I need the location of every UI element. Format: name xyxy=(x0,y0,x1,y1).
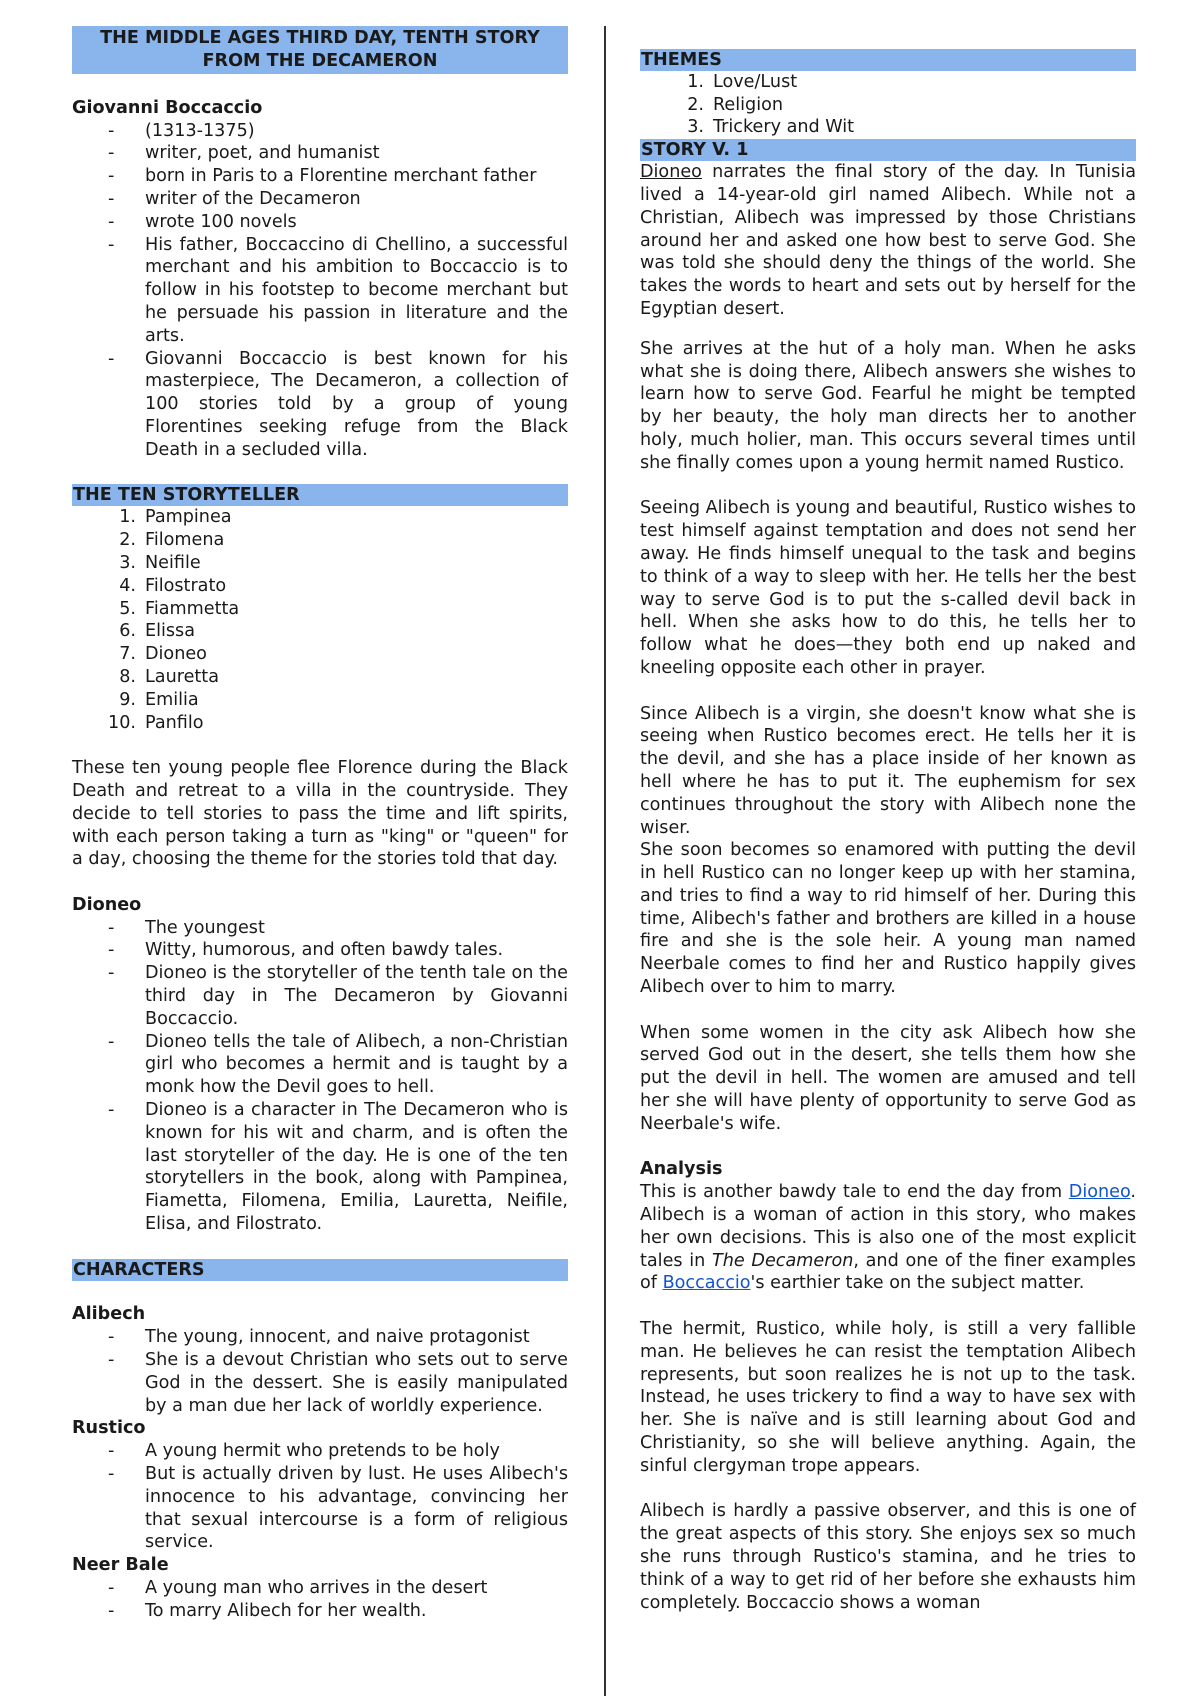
list-item: - (1313-1375) xyxy=(72,120,568,143)
analysis-paragraph-3: Alibech is hardly a passive observer, and this is one of the great aspects of this story. She enjoys sex so much she runs through Rustico's stamina, and he tries to think of a way to get rid of her before she exhausts him completely. Boccaccio shows a woman xyxy=(640,1501,1136,1613)
list-item: 3. Trickery and Wit xyxy=(687,117,855,138)
list-item: - Dioneo tells the tale of Alibech, a non-Christian girl who becomes a hermit and is taught by a monk how the Devil goes to hell. xyxy=(72,1031,568,1099)
list-item: - Witty, humorous, and often bawdy tales. xyxy=(72,939,568,962)
list-item: - writer, poet, and humanist xyxy=(72,142,568,165)
list-item: - She is a devout Christian who sets out to serve God in the dessert. She is easily manipulated by a man due her lack of worldly experience. xyxy=(72,1349,568,1417)
author-name: Giovanni Boccaccio xyxy=(72,97,263,118)
right-column xyxy=(640,26,1136,1614)
dioneo-link[interactable]: Dioneo xyxy=(1068,1182,1131,1203)
list-item: 4. Filostrato xyxy=(119,575,227,596)
list-item: - The youngest xyxy=(72,917,568,940)
list-item: 1. Pampinea xyxy=(119,507,232,528)
dioneo-bullets xyxy=(72,917,568,1236)
story-paragraph-2: She arrives at the hut of a holy man. When he asks what she is doing there, Alibech answers she wishes to learn how to serve God. Fearful he might be tempted by her beauty, the holy man directs her to another holy, much holier, man. This occurs several times until she finally comes upon a young hermit named Rustico. xyxy=(640,338,1136,473)
neerbale-bullets xyxy=(72,1577,568,1623)
list-item: - To marry Alibech for her wealth. xyxy=(72,1600,568,1623)
analysis-paragraph-2: The hermit, Rustico, while holy, is still a very fallible man. He believes he can resist the temptation Alibech represents, but soon realizes he is not up to the task. Instead, he uses trickery to find a way to have sex with her. She is naïve and is still learning about God and Christianity, so she will believe anything. Again, the sinful clergyman trope appears. xyxy=(640,1319,1136,1476)
title-line-2: FROM THE DECAMERON xyxy=(202,51,438,71)
themes-list xyxy=(640,71,1136,139)
list-item: 8. Lauretta xyxy=(119,666,219,687)
list-item: - wrote 100 novels xyxy=(72,211,568,234)
list-item: 5. Fiammetta xyxy=(119,598,240,619)
story-heading: STORY V. 1 xyxy=(640,139,1136,161)
alibech-bullets xyxy=(72,1326,568,1417)
list-item: - His father, Boccaccino di Chellino, a successful merchant and his ambition to Boccaccio is to follow in his footstep to become merchant but he persuade his passion in literature and the arts. xyxy=(72,234,568,348)
list-item: - The young, innocent, and naive protagonist xyxy=(72,1326,568,1349)
list-item: - Dioneo is the storyteller of the tenth tale on the third day in The Decameron by Giovanni Boccaccio. xyxy=(72,962,568,1030)
rustico-bullets xyxy=(72,1440,568,1554)
story-paragraph-5: She soon becomes so enamored with putting the devil in hell Rustico can no longer keep up with her stamina, and tries to find a way to rid himself of her. During this time, Alibech's father and brothers are killed in a house fire and she is the sole heir. A young man named Neerbale comes to find her and Rustico happily gives Alibech over to him to marry. xyxy=(640,840,1136,998)
story-paragraph-3: Seeing Alibech is young and beautiful, Rustico wishes to test himself against temptation and does not send her away. He finds himself unequal to the task and begins to think of a way to sleep with her. He tells her the best way to serve God is to put the s-called devil back in hell. When she asks how to do this, he tells her to follow what he does—they both end up naked and kneeling opposite each other in prayer. xyxy=(640,498,1136,678)
document-title xyxy=(72,26,568,74)
analysis-heading: Analysis xyxy=(640,1159,723,1180)
list-item: - Dioneo is a character in The Decameron who is known for his wit and charm, and is often the last storyteller of the day. He is one of the ten storytellers in the book, along with Pampinea, Fiametta, Filomena, Emilia, Lauretta, Neifile, Elisa, and Filostrato. xyxy=(72,1099,568,1236)
character-alibech: Alibech xyxy=(72,1304,146,1325)
dioneo-underline: Dioneo xyxy=(640,162,702,183)
list-item: - But is actually driven by lust. He uses Alibech's innocence to his advantage, convincing her that sexual intercourse is a form of religious service. xyxy=(72,1463,568,1554)
title-line-1: THE MIDDLE AGES THIRD DAY, TENTH STORY xyxy=(100,28,540,48)
list-item: 2. Religion xyxy=(687,94,784,115)
list-item: 10. Panfilo xyxy=(108,712,204,733)
storytellers-list xyxy=(72,506,568,734)
story-paragraph-1: Dioneo narrates the final story of the day. In Tunisia lived a 14-year-old girl named Alibech. While not a Christian, Alibech was impressed by those Christians around her and asked one how best to serve God. She was told she should deny the things of the world. She takes the words to heart and sets out by herself for the Egyptian desert. xyxy=(640,162,1136,319)
character-neerbale: Neer Bale xyxy=(72,1555,169,1576)
column-divider xyxy=(604,26,606,1696)
list-item: 6. Elissa xyxy=(119,621,196,642)
left-column xyxy=(72,26,568,1623)
list-item: - A young hermit who pretends to be holy xyxy=(72,1440,568,1463)
storytellers-heading: THE TEN STORYTELLER xyxy=(72,484,568,506)
boccaccio-link[interactable]: Boccaccio xyxy=(662,1273,751,1294)
list-item: 3. Neifile xyxy=(119,552,201,573)
character-rustico: Rustico xyxy=(72,1418,146,1439)
storytellers-paragraph: These ten young people flee Florence during the Black Death and retreat to a villa in the countryside. They decide to tell stories to pass the time and lift spirits, with each person taking a turn as "king" or "queen" for a day, choosing the theme for the stories told that day. xyxy=(72,758,568,870)
list-item: 2. Filomena xyxy=(119,530,225,551)
list-item: 1. Love/Lust xyxy=(687,71,798,92)
story-paragraph-6: When some women in the city ask Alibech how she served God out in the desert, she tells them how she put the devil in hell. The women are amused and tell her she will have plenty of opportunity to serve God as Neerbale's wife. xyxy=(640,1022,1136,1134)
dioneo-heading: Dioneo xyxy=(72,894,142,915)
list-item: - writer of the Decameron xyxy=(72,188,568,211)
characters-heading: CHARACTERS xyxy=(72,1259,568,1281)
list-item: - born in Paris to a Florentine merchant father xyxy=(72,165,568,188)
list-item: 7. Dioneo xyxy=(119,644,207,665)
analysis-paragraph-1: This is another bawdy tale to end the day from Dioneo. Alibech is a woman of action in this story, who makes her own decisions. This is also one of the most explicit tales in The Decameron, and one of the finer examples of Boccaccio's earthier take on the subject matter. xyxy=(640,1182,1136,1294)
story-paragraph-4: Since Alibech is a virgin, she doesn't know what she is seeing when Rustico becomes erect. He tells her it is the devil, and she has a place inside of her known as hell where he has to put it. The euphemism for sex continues throughout the story with Alibech none the wiser. xyxy=(640,703,1136,838)
author-bullets xyxy=(72,120,568,462)
list-item: - A young man who arrives in the desert xyxy=(72,1577,568,1600)
list-item: - Giovanni Boccaccio is best known for his masterpiece, The Decameron, a collection of 100 stories told by a group of young Florentines seeking refuge from the Black Death in a secluded villa. xyxy=(72,348,568,462)
themes-heading: THEMES xyxy=(640,49,1136,71)
list-item: 9. Emilia xyxy=(119,689,199,710)
